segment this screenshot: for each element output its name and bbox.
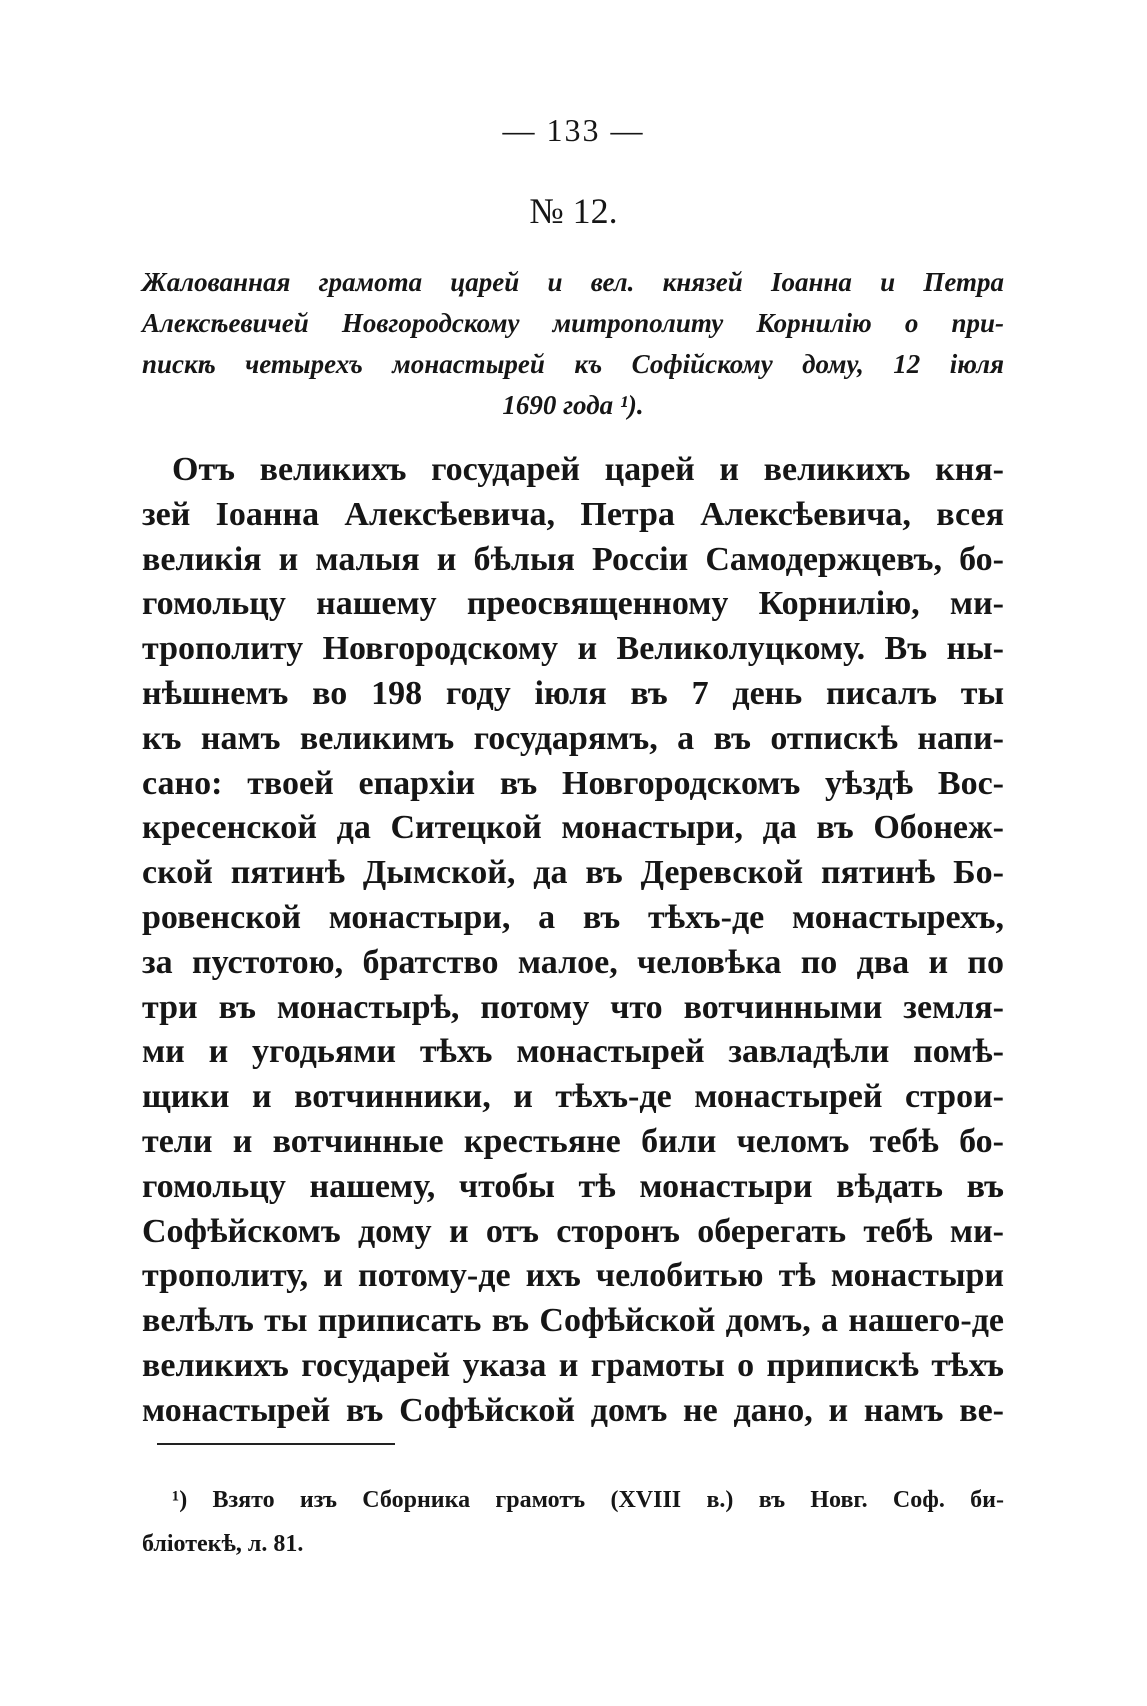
body-line: ской пятинѣ Дымской, да въ Деревской пятинѣ Бо- bbox=[142, 854, 1004, 892]
title-line: пискѣ четырехъ монастырей къ Софійскому дому, 12 іюля bbox=[142, 349, 1004, 379]
footnote-line: бліотекѣ, л. 81. bbox=[142, 1531, 304, 1557]
body-line: великія и малыя и бѣлыя Россіи Самодержцевъ, бо- bbox=[142, 540, 1004, 578]
footnote bbox=[142, 1478, 1004, 1566]
body-line: къ намъ великимъ государямъ, а въ отпискѣ напи- bbox=[142, 719, 1004, 757]
body-line: три въ монастырѣ, потому что вотчинными земля- bbox=[142, 988, 1004, 1026]
footnote-divider bbox=[157, 1443, 395, 1445]
title-line: Алексѣевичей Новгородскому митрополиту Корнилію о при- bbox=[142, 308, 1004, 338]
body-line: сано: твоей епархіи въ Новгородскомъ уѣздѣ Вос- bbox=[142, 764, 1004, 802]
footnote-line: ¹) Взято изъ Сборника грамотъ (XVIII в.) въ Новг. Соф. би- bbox=[172, 1487, 1004, 1513]
body-line: щики и вотчинники, и тѣхъ-де монастырей строи- bbox=[142, 1078, 1004, 1116]
body-line: нѣшнемъ во 198 году іюля въ 7 день писалъ ты bbox=[142, 674, 1004, 712]
body-line: великихъ государей указа и грамоты о припискѣ тѣхъ bbox=[142, 1346, 1004, 1384]
body-line: гомольцу нашему преосвященному Корнилію, ми- bbox=[142, 585, 1004, 623]
body-line: за пустотою, братство малое, человѣка по два и по bbox=[142, 943, 1004, 981]
body-line: гомольцу нашему, чтобы тѣ монастыри вѣдать въ bbox=[142, 1167, 1004, 1205]
body-line: велѣлъ ты приписать въ Софѣйской домъ, а нашего-де bbox=[142, 1302, 1004, 1340]
title-line: 1690 года ¹). bbox=[502, 390, 644, 420]
body-line: ровенской монастыри, а въ тѣхъ-де монастырехъ, bbox=[142, 898, 1004, 936]
body-line: трополиту Новгородскому и Великолуцкому. Въ ны- bbox=[142, 630, 1004, 668]
body-text bbox=[142, 448, 1004, 1434]
body-line: ми и угодьями тѣхъ монастырей завладѣли помѣ- bbox=[142, 1033, 1004, 1071]
document-title bbox=[142, 262, 1004, 426]
body-line: кресенской да Ситецкой монастыри, да въ Обонеж- bbox=[142, 809, 1004, 847]
body-line: Софѣйскомъ дому и отъ сторонъ оберегать тебѣ ми- bbox=[142, 1212, 1004, 1250]
page-number: — 133 — bbox=[502, 112, 645, 148]
body-line: зей Іоанна Алексѣевича, Петра Алексѣевича, всея bbox=[142, 495, 1004, 533]
title-line: Жалованная грамота царей и вел. князей Іоанна и Петра bbox=[142, 267, 1004, 297]
body-line: Отъ великихъ государей царей и великихъ кня- bbox=[172, 451, 1004, 488]
document-number: № 12. bbox=[529, 191, 618, 231]
body-line: тели и вотчинные крестьяне били челомъ тебѣ бо- bbox=[142, 1122, 1004, 1160]
body-line: монастырей въ Софѣйской домъ не дано, и намъ ве- bbox=[142, 1391, 1004, 1429]
body-line: трополиту, и потому-де ихъ челобитью тѣ монастыри bbox=[142, 1257, 1004, 1295]
